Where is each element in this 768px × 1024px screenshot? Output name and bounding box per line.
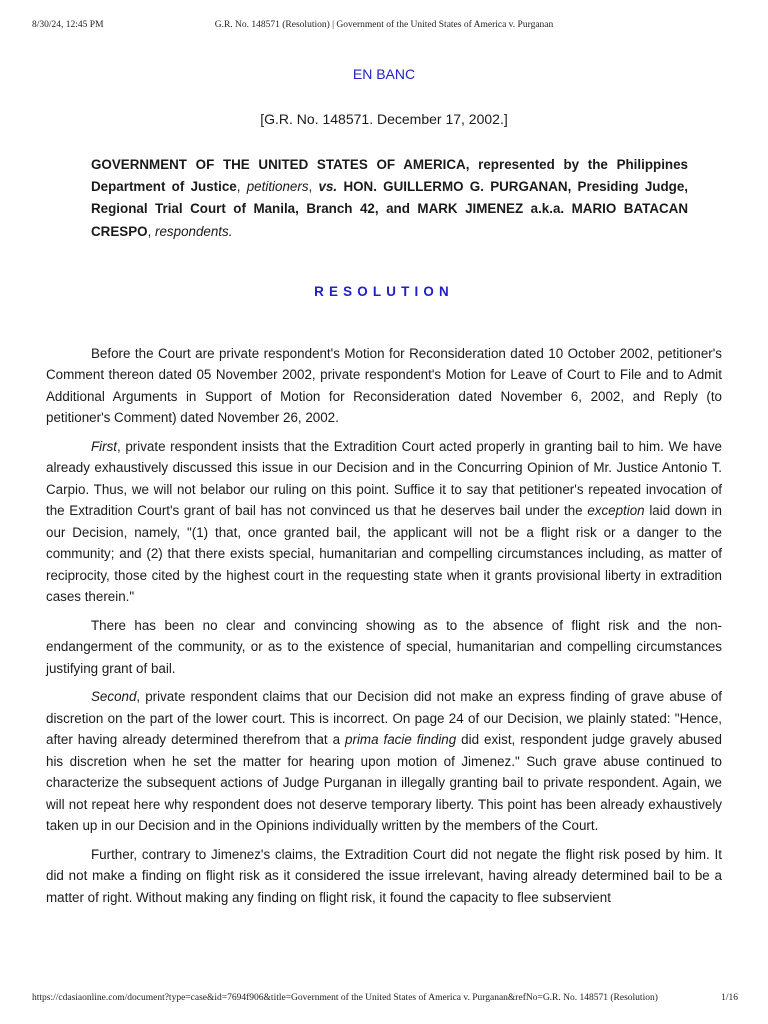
document-url-link[interactable]: https://cdasiaonline.com/document?type=case&id=7694f906&title=Government of the United States of America v. Purganan&refNo=G.R. No. 148571 (Resolution) [32, 993, 658, 1003]
paragraph-2: First, private respondent insists that the Extradition Court acted properly in granting bail to him. We have already exhaustively discussed this issue in our Decision and in the Concurring Opinion of Mr. Justice Antonio T. Carpio. Thus, we will not belabor our ruling on this point. Suffice it to say that petitioner's repeated invocation of the Extradition Court's grant of bail has not convinced us that he deserves bail under the exception laid down in our Decision, namely, "(1) that, once granted bail, the applicant will not be a flight risk or a danger to the community; and (2) that there exists special, humanitarian and compelling circumstances including, as matter of reciprocity, those cited by the highest court in the requesting state when it grants provisional liberty in extradition cases therein." [46, 438, 722, 605]
print-footer [0, 993, 768, 1007]
petitioner-name: GOVERNMENT OF THE UNITED STATES OF AMERICA [91, 157, 466, 172]
section-title: RESOLUTION [314, 283, 454, 299]
petitioners-label: petitioners [246, 179, 309, 195]
paragraph-3: There has been no clear and convincing showing as to the absence of flight risk and the non-endangerment of the community, or as to the existence of special, humanitarian and compelling circumstances justifying grant of bail. [46, 617, 722, 676]
print-header [0, 20, 768, 34]
page-number: 1/16 [721, 993, 738, 1003]
division-heading: EN BANC [352, 66, 416, 82]
versus-label: vs. [318, 179, 338, 195]
resolution-text [46, 343, 722, 909]
document-body [46, 64, 722, 915]
paragraph-5: Further, contrary to Jimenez's claims, the Extradition Court did not negate the flight risk posed by him. It did not make a finding on flight risk as it considered the issue irrelevant, having already determined bail to be a matter of right. Without making any finding on flight risk, it found the capacity to flee subservient [46, 846, 722, 905]
case-parties: GOVERNMENT OF THE UNITED STATES OF AMERICA, represented by the Philippines Department of Justice, petitioners, vs. HON. GUILLERMO G. PURGANAN, Presiding Judge, Regional Trial Court of Manila, Branch 42, and MARK JIMENEZ a.k.a. MARIO BATACAN CRESPO, respondents. [91, 157, 688, 239]
petitioner-representation: , represented by the Philippines Department of Justice [91, 157, 688, 195]
print-page-title: G.R. No. 148571 (Resolution) | Government of the United States of America v. Purganan [214, 20, 554, 30]
print-datetime: 8/30/24, 12:45 PM [32, 20, 104, 30]
respondent-name: HON. GUILLERMO G. PURGANAN, Presiding Judge, Regional Trial Court of Manila, Branch 42, and MARK JIMENEZ a.k.a. MARIO BATACAN CRESPO [91, 179, 688, 239]
paragraph-4: Second, private respondent claims that our Decision did not make an express finding of grave abuse of discretion on the part of the lower court. This is incorrect. On page 24 of our Decision, we plainly stated: "Hence, after having already determined therefrom that a prima facie finding did exist, respondent judge gravely abused his discretion when he set the matter for hearing upon motion of Jimenez." Such grave abuse continued to characterize the subsequent actions of Judge Purganan in illegally granting bail to private respondent. Again, we will not repeat here why respondent does not deserve temporary liberty. This point has been already exhaustively taken up in our Decision and in the Opinions individually written by the members of the Court. [46, 689, 723, 834]
respondents-label: respondents. [155, 223, 233, 239]
paragraph-1: Before the Court are private respondent's Motion for Reconsideration dated 10 October 2002, petitioner's Comment thereon dated 05 November 2002, private respondent's Motion for Leave of Court to File and to Admit Additional Arguments in Support of Motion for Reconsideration dated November 6, 2002, and Reply (to petitioner's Comment) dated November 26, 2002. [46, 345, 722, 426]
case-number: [G.R. No. 148571. December 17, 2002.] [260, 111, 508, 127]
